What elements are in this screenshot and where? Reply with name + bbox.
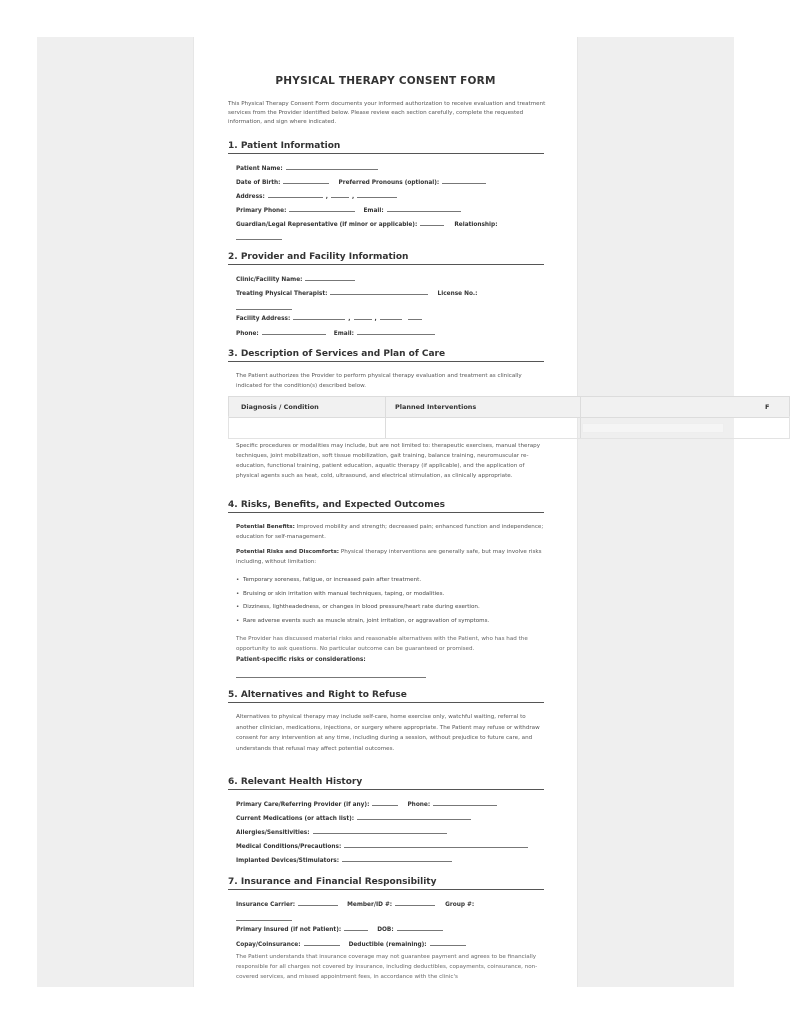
alternatives-paragraph: Alternatives to physical therapy may include self-care, home exercise only, watchful waiting, referral to another clinician, medications, injections, or surgery where appropriate. The Patient may refuse or withdraw consent for any intervention at any time, including during a session, without prejudice to future care, and understands that refusal may affect potential outcomes. <box>236 714 540 752</box>
facility-state-field[interactable] <box>380 313 402 320</box>
facility-email-field[interactable] <box>357 328 435 335</box>
relationship-field-row <box>236 233 285 242</box>
insured-label: Primary Insured (if not Patient): <box>236 927 342 933</box>
intro-paragraph: This Physical Therapy Consent Form documents your informed authorization to receive evaluation and treatment services from the Provider identified below. Please review each section carefully, complete the requested information, and sign where indicated. <box>228 101 546 125</box>
carrier-field[interactable] <box>298 899 338 906</box>
clinic-row <box>236 274 358 283</box>
clinic-label: Clinic/Facility Name: <box>236 277 303 283</box>
specific-risks-row <box>236 671 429 680</box>
facility-street-field[interactable] <box>293 313 345 320</box>
clinic-field[interactable] <box>305 274 355 281</box>
carrier-label: Insurance Carrier: <box>236 902 296 908</box>
patient-name-row <box>236 163 381 172</box>
referring-provider-label: Primary Care/Referring Provider (if any): <box>236 802 370 808</box>
therapist-label: Treating Physical Therapist: <box>236 291 328 297</box>
facility-city-field[interactable] <box>354 313 372 320</box>
patient-name-label: Patient Name: <box>236 166 283 172</box>
insured-dob-field[interactable] <box>397 924 443 931</box>
insured-field[interactable] <box>344 924 368 931</box>
table-header-diagnosis: Diagnosis / Condition <box>241 403 319 411</box>
medications-row <box>236 813 474 822</box>
benefits-paragraph <box>236 522 546 542</box>
license-label: License No.: <box>437 291 478 297</box>
phone-field[interactable] <box>289 205 355 212</box>
risks-text: Physical therapy interventions are generally safe, but may involve risks including, without limitation: <box>236 549 542 565</box>
table-header-interventions: Planned Interventions <box>395 403 477 411</box>
copay-label: Copay/Coinsurance: <box>236 942 301 948</box>
allergies-field[interactable] <box>313 827 447 834</box>
risk-item: • Temporary soreness, fatigue, or increased pain after treatment. <box>236 574 556 588</box>
specific-risks-field[interactable] <box>236 671 426 678</box>
guardian-label: Guardian/Legal Representative (if minor or applicable): <box>236 222 418 228</box>
facility-address-row: Facility Address: , , <box>236 313 425 322</box>
email-label: Email: <box>363 208 384 214</box>
section-2-heading: 2. Provider and Facility Information <box>228 252 544 265</box>
discussion-paragraph: The Provider has discussed material risks and reasonable alternatives with the Patient, who has had the opportunity to ask questions. No particular outcome can be guaranteed or promised. <box>236 636 528 652</box>
medications-label: Current Medications (or attach list): <box>236 816 355 822</box>
address-label: Address: <box>236 194 265 200</box>
therapist-field[interactable] <box>330 288 428 295</box>
procedures-note: Specific procedures or modalities may include, but are not limited to: therapeutic exercises, manual therapy techniques, joint mobilization, soft tissue mobilization, gait training, balance training, neuromuscular re-education, functional training, patient education, aquatic therapy (if applicable), and the application of physical agents such as heat, cold, ultrasound, and electrical stimulation, as clinically appropriate. <box>236 443 541 479</box>
section-5-heading: 5. Alternatives and Right to Refuse <box>228 690 544 703</box>
risks-label: Potential Risks and Discomforts: <box>236 549 340 555</box>
address-street-field[interactable] <box>268 191 323 198</box>
copay-field[interactable] <box>304 939 340 946</box>
document-page <box>193 37 770 987</box>
services-table-header <box>228 396 790 418</box>
medications-field[interactable] <box>357 813 471 820</box>
specific-risks-label: Patient-specific risks or considerations: <box>236 657 366 663</box>
group-label: Group #: <box>445 902 475 908</box>
license-field[interactable] <box>236 303 292 310</box>
relationship-field[interactable] <box>236 233 282 240</box>
group-field-row <box>236 914 295 923</box>
facility-zip-field[interactable] <box>408 313 422 320</box>
facility-email-label: Email: <box>333 331 354 337</box>
referring-provider-field[interactable] <box>372 799 398 806</box>
referring-provider-row <box>236 799 500 808</box>
patient-name-field[interactable] <box>286 163 378 170</box>
copay-row <box>236 939 469 948</box>
risks-paragraph <box>236 547 546 567</box>
phone-label: Primary Phone: <box>236 208 287 214</box>
allergies-row <box>236 827 450 836</box>
benefits-text: Improved mobility and strength; decreased pain; enhanced function and independence; education for self-management. <box>236 524 544 540</box>
risk-item: • Dizziness, lightheadedness, or changes in blood pressure/heart rate during exertion. <box>236 601 556 615</box>
facility-contact-row <box>236 328 438 337</box>
section-3-heading: 3. Description of Services and Plan of Care <box>228 349 544 362</box>
provider-phone-label: Phone: <box>407 802 431 808</box>
section-6-heading: 6. Relevant Health History <box>228 777 544 790</box>
phone-row <box>236 205 464 214</box>
insured-row <box>236 924 446 933</box>
allergies-label: Allergies/Sensitivities: <box>236 830 310 836</box>
table-header-frequency: F <box>765 403 770 411</box>
interventions-input-field[interactable] <box>582 423 724 433</box>
section-4-heading: 4. Risks, Benefits, and Expected Outcomes <box>228 500 544 513</box>
devices-row <box>236 855 455 864</box>
conditions-label: Medical Conditions/Precautions: <box>236 844 342 850</box>
conditions-field[interactable] <box>344 841 528 848</box>
provider-phone-field[interactable] <box>433 799 497 806</box>
section-7-heading: 7. Insurance and Financial Responsibility <box>228 877 544 890</box>
deductible-field[interactable] <box>430 939 466 946</box>
guardian-field[interactable] <box>420 219 444 226</box>
dob-label: Date of Birth: <box>236 180 281 186</box>
insured-dob-label: DOB: <box>377 927 394 933</box>
member-id-label: Member/ID #: <box>347 902 393 908</box>
risk-item: • Rare adverse events such as muscle strain, joint irritation, or aggravation of symptoms. <box>236 615 556 629</box>
conditions-row <box>236 841 531 850</box>
email-field[interactable] <box>387 205 461 212</box>
group-field[interactable] <box>236 914 292 921</box>
facility-address-label: Facility Address: <box>236 316 291 322</box>
dob-field[interactable] <box>283 177 329 184</box>
financial-paragraph: The Patient understands that insurance coverage may not guarantee payment and agrees to be financially responsible for all charges not covered by insurance, including deductibles, copayments, coinsurance, non-covered services, and missed appointment fees, in accordance with the clinic's <box>236 954 538 980</box>
guardian-row <box>236 219 498 228</box>
address-row: Address: , , <box>236 191 400 200</box>
facility-phone-label: Phone: <box>236 331 259 337</box>
license-field-row <box>236 303 295 312</box>
pronouns-field[interactable] <box>442 177 486 184</box>
benefits-label: Potential Benefits: <box>236 524 295 530</box>
facility-phone-field[interactable] <box>262 328 326 335</box>
risks-list <box>228 574 556 628</box>
therapist-row <box>236 288 477 297</box>
risk-item: • Bruising or skin irritation with manual techniques, taping, or modalities. <box>236 588 556 602</box>
pronouns-label: Preferred Pronouns (optional): <box>338 180 440 186</box>
member-id-field[interactable] <box>395 899 435 906</box>
services-intro: The Patient authorizes the Provider to perform physical therapy evaluation and treatment as clinically indicated for the condition(s) described below. <box>236 373 522 389</box>
devices-label: Implanted Devices/Stimulators: <box>236 858 340 864</box>
insurance-row <box>236 899 474 908</box>
deductible-label: Deductible (remaining): <box>348 942 427 948</box>
devices-field[interactable] <box>342 855 452 862</box>
section-1-heading: 1. Patient Information <box>228 141 544 154</box>
address-city-field[interactable] <box>331 191 349 198</box>
relationship-label: Relationship: <box>454 222 498 228</box>
address-zip-field[interactable] <box>357 191 397 198</box>
dob-row <box>236 177 489 186</box>
document-title: PHYSICAL THERAPY CONSENT FORM <box>275 75 496 87</box>
